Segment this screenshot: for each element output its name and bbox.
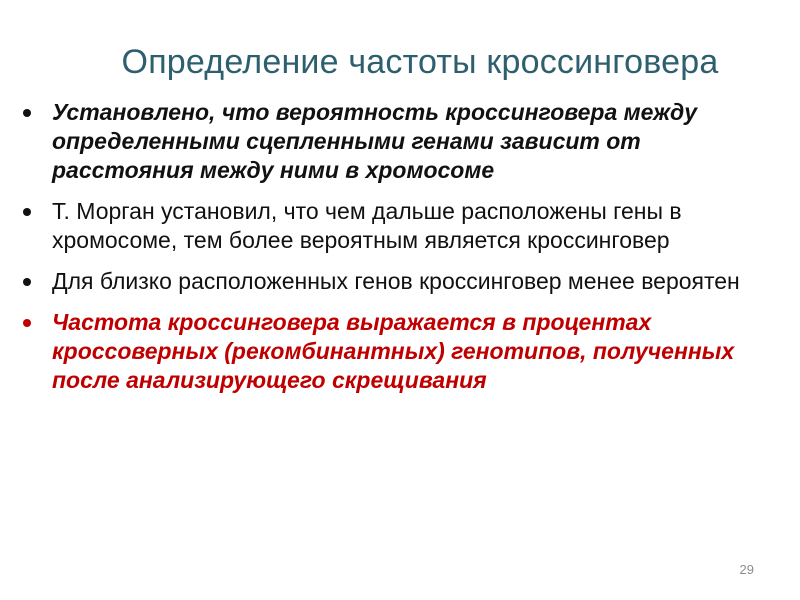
page-number: 29 xyxy=(739,562,754,577)
bullet-item xyxy=(18,267,748,296)
bullet-item xyxy=(18,98,748,185)
bullet-list xyxy=(18,98,748,407)
slide-title: Определение частоты кроссинговера xyxy=(121,43,719,81)
bullet-item-highlighted xyxy=(18,308,748,395)
bullet-dot-icon xyxy=(23,278,31,286)
bullet-dot-icon xyxy=(23,319,31,327)
bullet-text: Установлено, что вероятность кроссинговера между определенными сцепленными генами зависит от расстояния между ними в хромосоме xyxy=(52,99,698,183)
bullet-text: Частота кроссинговера выражается в процентах кроссоверных (рекомбинантных) генотипов, полученных после анализирующего скрещивания xyxy=(52,309,735,393)
bullet-dot-icon xyxy=(23,109,31,117)
bullet-text: Для близко расположенных генов кроссинговер менее вероятен xyxy=(52,268,740,294)
bullet-text: Т. Морган установил, что чем дальше расположены гены в хромосоме, тем более вероятным является кроссинговер xyxy=(52,198,682,253)
bullet-dot-icon xyxy=(23,208,31,216)
bullet-item xyxy=(18,197,748,255)
